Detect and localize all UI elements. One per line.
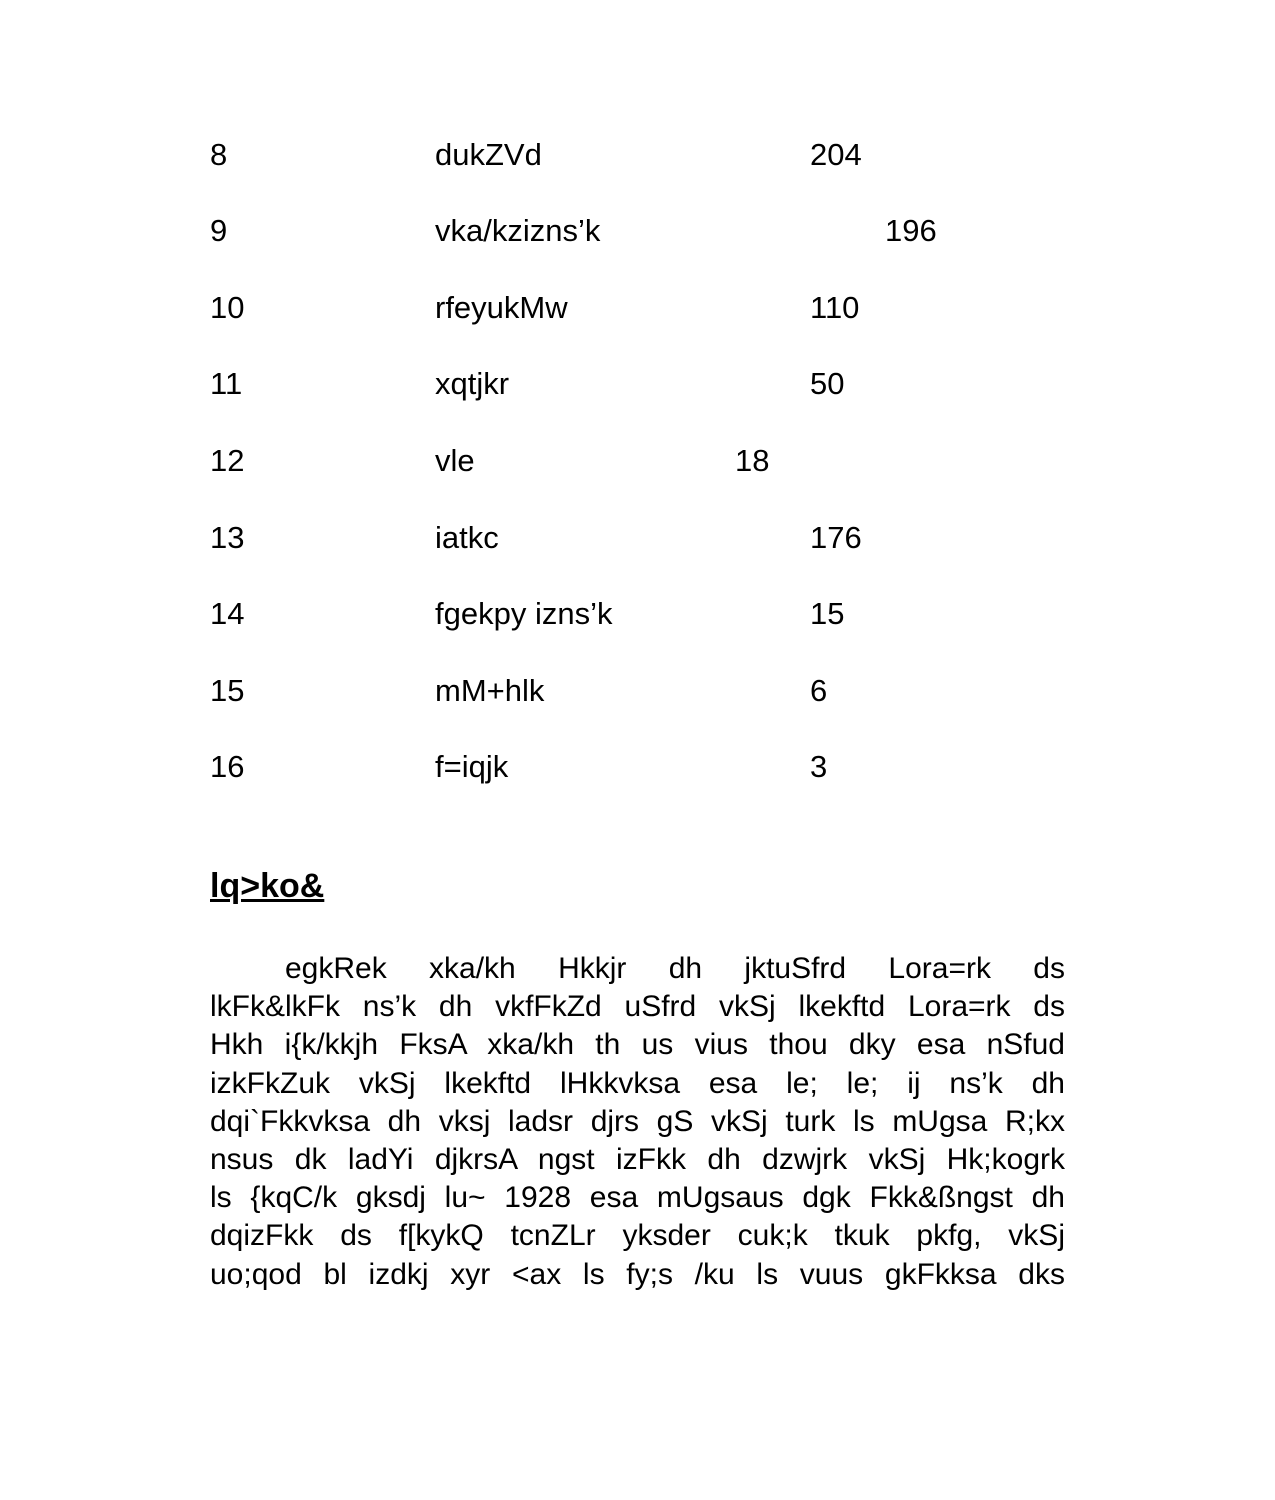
paragraph-line: dqizFkk ds f[kykQ tcnZLr yksder cuk;k tkuk pkfg, vkSj [210, 1219, 1065, 1253]
row-name: f=iqjk [435, 749, 509, 784]
row-name: vka/kzizns’k [435, 213, 601, 248]
row-number: 14 [210, 596, 245, 631]
row-value: 204 [810, 137, 862, 172]
row-name: iatkc [435, 520, 499, 555]
table-row [0, 211, 1275, 251]
section-heading: lq>ko& [210, 867, 325, 905]
paragraph-line: uo;qod bl izdkj xyr <ax ls fy;s /ku ls vuus gkFkksa dks [210, 1257, 1065, 1291]
table-row [0, 518, 1275, 558]
row-number: 8 [210, 137, 228, 172]
row-name: rfeyukMw [435, 290, 568, 325]
row-number: 10 [210, 290, 245, 325]
row-number: 16 [210, 749, 245, 784]
paragraph-line: egkRek xka/kh Hkkjr dh jktuSfrd Lora=rk ds [285, 952, 1065, 985]
row-number: 15 [210, 673, 245, 708]
table-row [0, 441, 1275, 481]
section-paragraph [210, 950, 1065, 1294]
paragraph-line: lkFk&lkFk ns’k dh vkfFkZd uSfrd vkSj lkekftd Lora=rk ds [210, 990, 1065, 1024]
table-row [0, 364, 1275, 404]
row-number: 13 [210, 520, 245, 555]
paragraph-line: Hkh i{k/kkjh FksA xka/kh th us vius thou dky esa nSfud [210, 1028, 1065, 1062]
paragraph-line: nsus dk ladYi djkrsA ngst izFkk dh dzwjrk vkSj Hk;kogrk [210, 1142, 1065, 1176]
row-value: 3 [810, 749, 828, 784]
paragraph-line: dqi`Fkkvksa dh vksj ladsr djrs gS vkSj turk ls mUgsa R;kx [210, 1104, 1065, 1138]
paragraph-line: izkFkZuk vkSj lkekftd lHkkvksa esa le; le; ij ns’k dh [210, 1066, 1065, 1100]
table-row [0, 747, 1275, 787]
table-row [0, 671, 1275, 711]
row-value: 50 [810, 366, 845, 401]
row-number: 12 [210, 443, 245, 478]
row-value: 110 [810, 290, 860, 325]
table-row [0, 594, 1275, 634]
row-value: 6 [810, 673, 828, 708]
row-name: xqtjkr [435, 366, 510, 401]
paragraph-line: ls {kqC/k gksdj lu~ 1928 esa mUgsaus dgk Fkk&ßngst dh [210, 1181, 1065, 1215]
row-value: 18 [735, 443, 770, 478]
row-number: 9 [210, 213, 228, 248]
table-row [0, 135, 1275, 175]
row-name: fgekpy izns’k [435, 596, 613, 631]
table-row [0, 288, 1275, 328]
row-name: dukZVd [435, 137, 542, 172]
row-name: mM+hlk [435, 673, 545, 708]
row-number: 11 [210, 366, 243, 401]
row-value: 196 [885, 213, 937, 248]
row-name: vle [435, 443, 475, 478]
row-value: 176 [810, 520, 862, 555]
row-value: 15 [810, 596, 845, 631]
